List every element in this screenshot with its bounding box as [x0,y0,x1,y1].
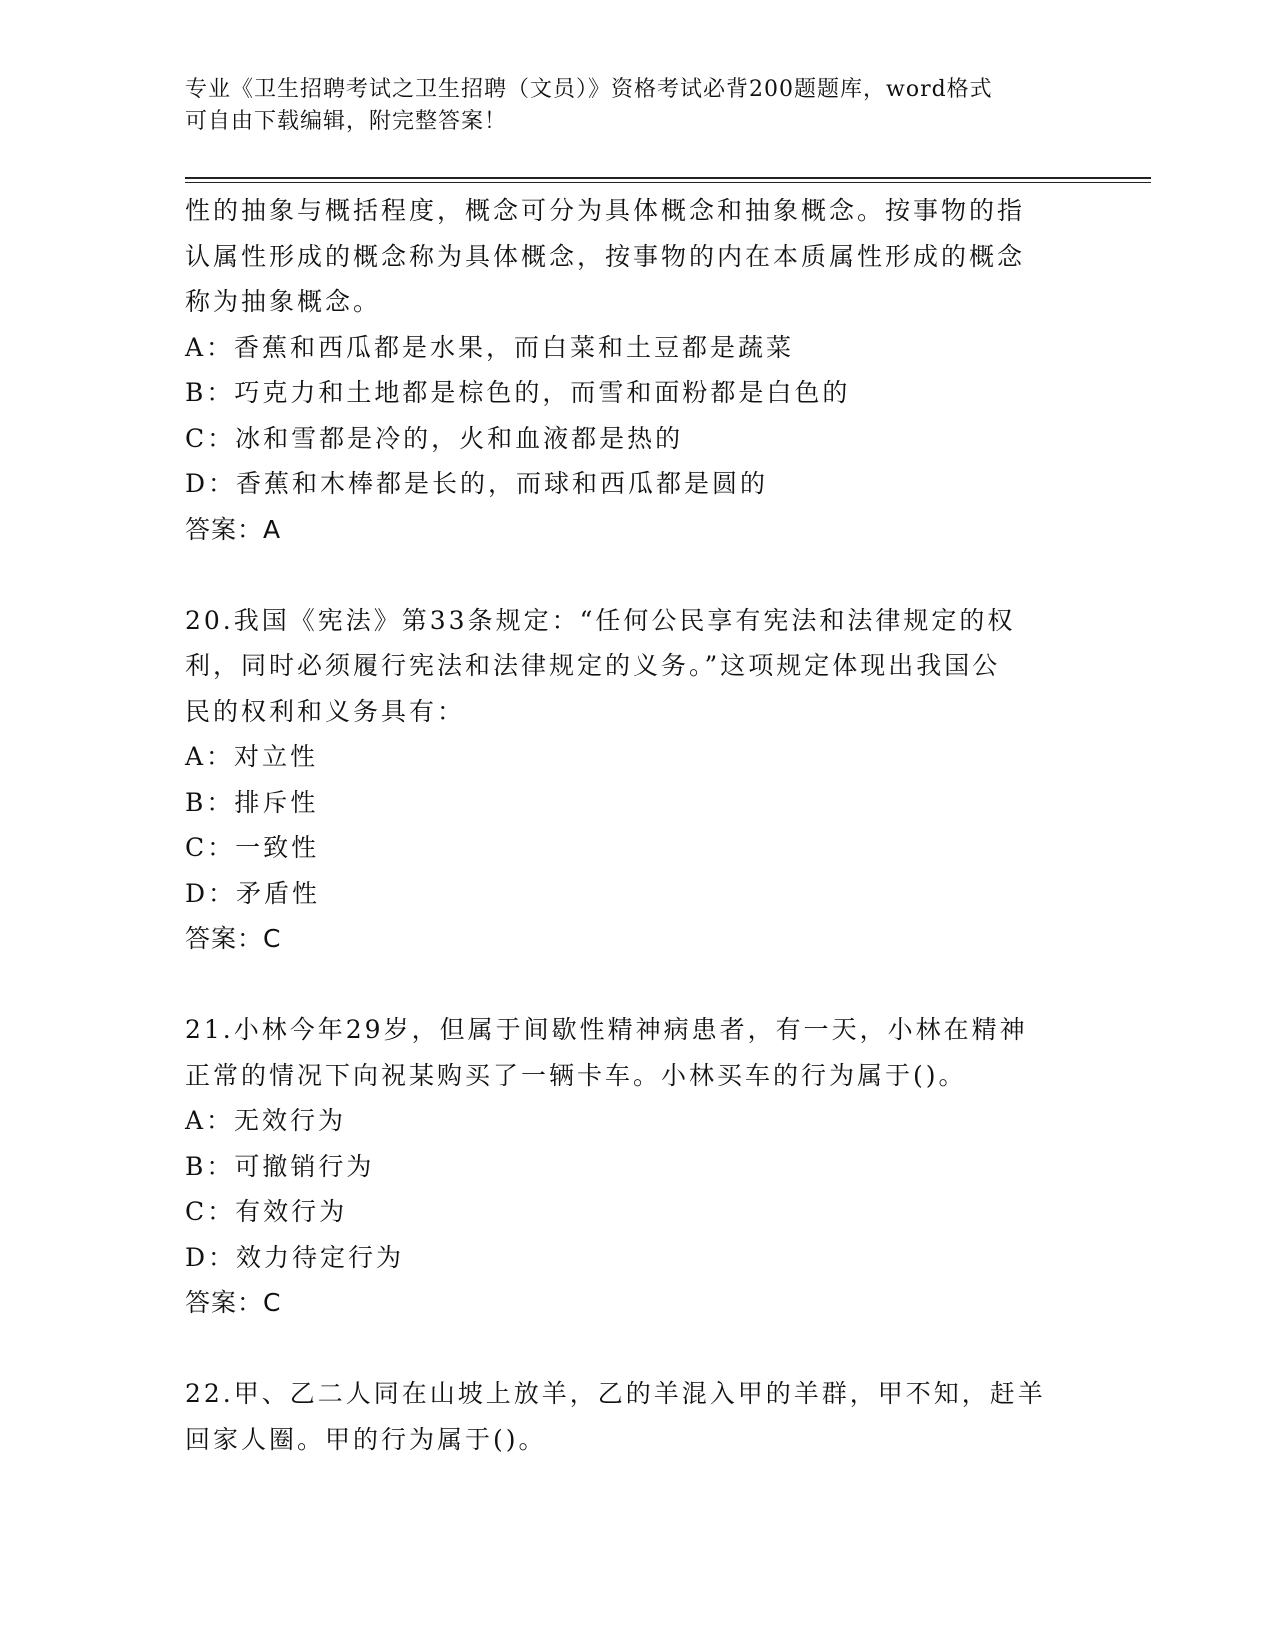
question-text-line: 称为抽象概念。 [185,287,382,316]
question-19-continued [185,188,1085,552]
answer-line: 答案：A [185,514,282,544]
question-22 [185,1371,1085,1462]
question-text-line: 回家人圈。甲的行为属于()。 [185,1424,547,1454]
header-divider-thin [185,182,1151,183]
option-d: D：香蕉和木棒都是长的，而球和西瓜都是圆的 [185,469,769,498]
option-d: D：矛盾性 [185,878,321,908]
option-b: B：可撤销行为 [185,1151,375,1181]
question-text-line: 20.我国《宪法》第33条规定：“任何公民享有宪法和法律规定的权 [185,605,1016,635]
option-c: C：一致性 [185,833,320,862]
answer-line: 答案：C [185,1288,282,1317]
question-list [185,188,1085,1462]
question-text-line: 民的权利和义务具有： [185,696,466,726]
header-divider-thick [185,177,1151,179]
option-c: C：有效行为 [185,1197,348,1226]
answer-line: 答案：C [185,924,282,953]
option-c: C：冰和雪都是冷的，火和血液都是热的 [185,423,684,453]
header-title-line-1: 专业《卫生招聘考试之卫生招聘（文员）》资格考试必背200题题库，word格式 [185,77,993,102]
question-21 [185,1007,1085,1326]
spacer [185,552,1085,598]
question-text-line: 利，同时必须履行宪法和法律规定的义务。”这项规定体现出我国公 [185,651,1001,680]
option-a: A：香蕉和西瓜都是水果，而白菜和土豆都是蔬菜 [185,332,795,362]
header-title-line-2: 可自由下载编辑，附完整答案！ [185,109,508,134]
option-b: B：巧克力和土地都是棕色的，而雪和面粉都是白色的 [185,378,851,407]
question-text-line: 性的抽象与概括程度，概念可分为具体概念和抽象概念。按事物的指 [185,196,1026,225]
option-d: D：效力待定行为 [185,1242,405,1272]
spacer [185,962,1085,1008]
spacer [185,1326,1085,1372]
document-header [185,74,1065,138]
question-text-line: 正常的情况下向祝某购买了一辆卡车。小林买车的行为属于()。 [185,1060,967,1090]
option-a: A：无效行为 [185,1106,347,1135]
option-b: B：排斥性 [185,787,319,817]
question-text-line: 22.甲、乙二人同在山坡上放羊，乙的羊混入甲的羊群，甲不知，赶羊 [185,1379,1046,1408]
question-text-line: 21.小林今年29岁，但属于间歇性精神病患者，有一天，小林在精神 [185,1015,1028,1044]
question-text-line: 认属性形成的概念称为具体概念，按事物的内在本质属性形成的概念 [185,241,1026,271]
option-a: A：对立性 [185,742,319,771]
question-20 [185,598,1085,962]
